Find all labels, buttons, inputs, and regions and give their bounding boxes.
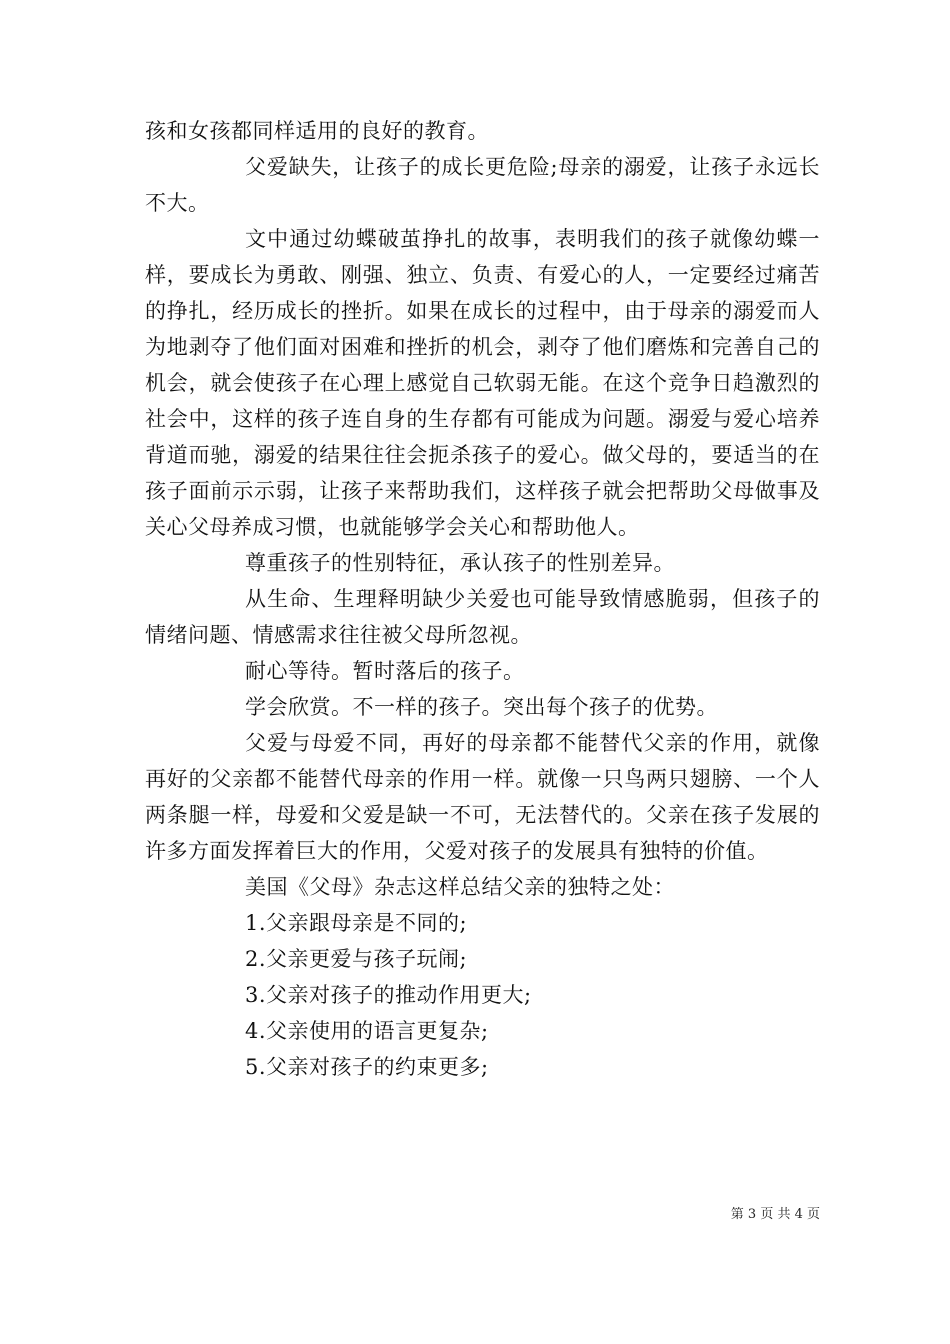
document-body [145,113,820,1085]
paragraph-7: 学会欣赏。不一样的孩子。突出每个孩子的优势。 [245,695,718,719]
list-item: 5.父亲对孩子的约束更多; [245,1055,489,1079]
paragraph-3: 文中通过幼蝶破茧挣扎的故事，表明我们的孩子就像幼蝶一样，要成长为勇敢、刚强、独立、负责、有爱心的人，一定要经过痛苦的挣扎，经历成长的挫折。如果在成长的过程中，由于母亲的溺爱而人为地剥夺了他们面对困难和挫折的机会，剥夺了他们磨炼和完善自己的机会，就会使孩子在心理上感觉自己软弱无能。在这个竞争日趋激烈的社会中，这样的孩子连自身的生存都有可能成为问题。溺爱与爱心培养背道而驰，溺爱的结果往往会扼杀孩子的爱心。做父母的，要适当的在孩子面前示示弱，让孩子来帮助我们，这样孩子就会把帮助父母做事及关心父母养成习惯，也就能够学会关心和帮助他人。 [145,227,820,539]
paragraph-1: 孩和女孩都同样适用的良好的教育。 [145,119,489,143]
list-item: 1.父亲跟母亲是不同的; [245,911,468,935]
paragraph-5: 从生命、生理释明缺少关爱也可能导致情感脆弱，但孩子的情绪问题、情感需求往往被父母所忽视。 [145,587,820,647]
paragraph-2: 父爱缺失，让孩子的成长更危险;母亲的溺爱，让孩子永远长不大。 [145,155,820,215]
paragraph-8: 父爱与母爱不同，再好的母亲都不能替代父亲的作用，就像再好的父亲都不能替代母亲的作用一样。就像一只鸟两只翅膀、一个人两条腿一样，母爱和父爱是缺一不可，无法替代的。父亲在孩子发展的许多方面发挥着巨大的作用，父爱对孩子的发展具有独特的价值。 [145,731,820,863]
paragraph-6: 耐心等待。暂时落后的孩子。 [245,659,525,683]
paragraph-4: 尊重孩子的性别特征，承认孩子的性别差异。 [245,551,675,575]
list-item: 3.父亲对孩子的推动作用更大; [245,983,532,1007]
page-number-footer: 第 3 页 共 4 页 [730,1207,820,1222]
paragraph-9: 美国《父母》杂志这样总结父亲的独特之处： [245,875,675,899]
list-item: 4.父亲使用的语言更复杂; [245,1019,489,1043]
list-item: 2.父亲更爱与孩子玩闹; [245,947,468,971]
